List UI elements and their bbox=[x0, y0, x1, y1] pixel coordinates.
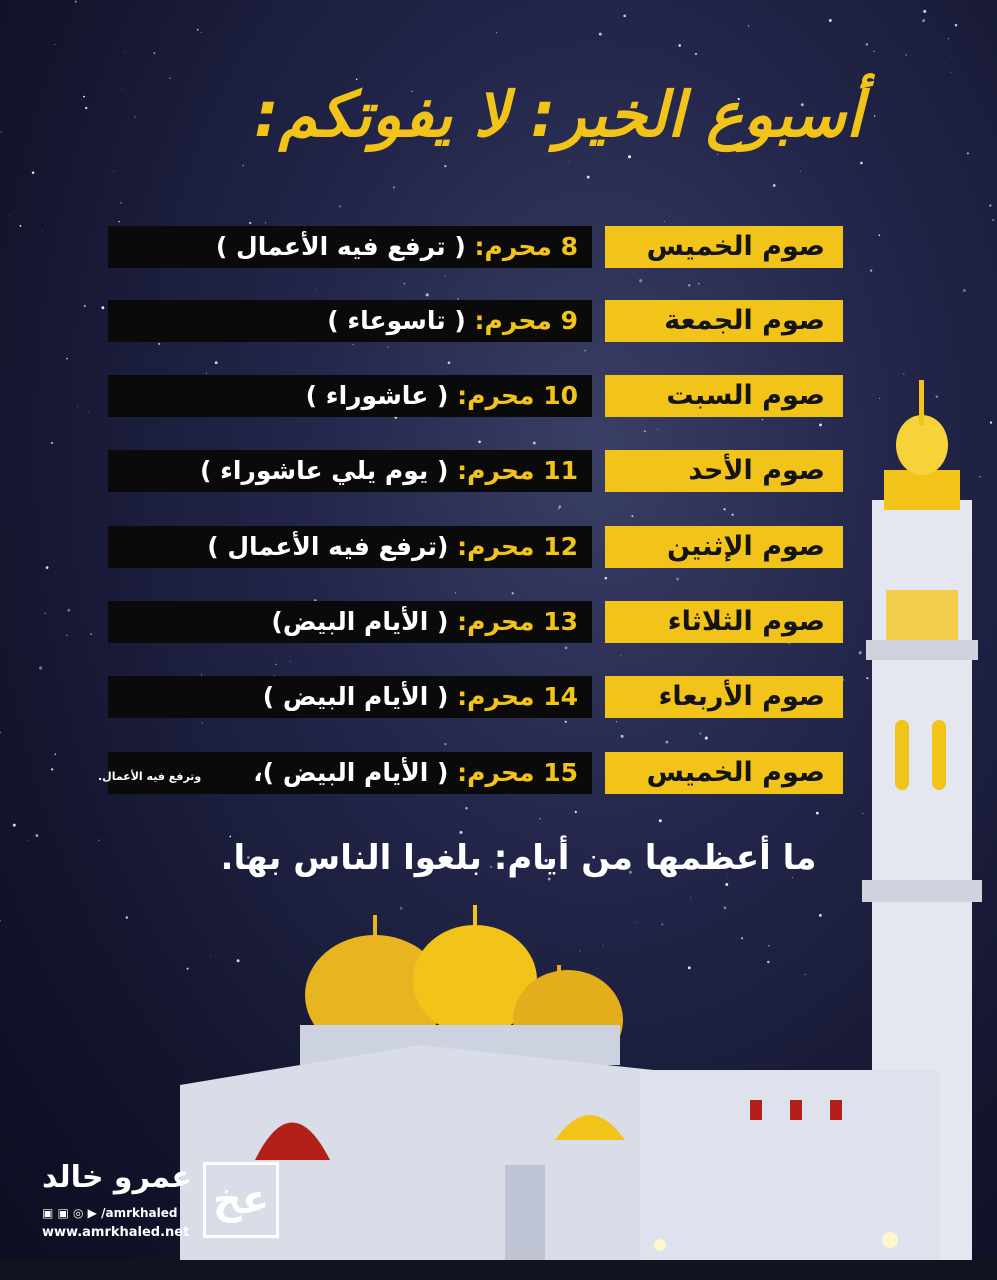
hijri-date: 13 محرم: bbox=[457, 607, 578, 636]
fast-day-label: صوم الثلاثاء bbox=[605, 601, 843, 643]
brand-logo: عخ bbox=[203, 1162, 279, 1238]
schedule-row bbox=[0, 601, 997, 645]
fast-day-label: صوم الجمعة bbox=[605, 300, 843, 342]
fast-day-description bbox=[108, 601, 592, 643]
brand-name: عمرو خالد bbox=[42, 1160, 192, 1195]
closing-quote: ما أعظمها من أيام: بلغوا الناس بها. bbox=[220, 838, 817, 878]
fast-day-description bbox=[108, 526, 592, 568]
occasion-text: ( الأيام البيض )، bbox=[253, 758, 449, 787]
page-title: أسبوع الخير: لا يفوتكم: bbox=[253, 78, 864, 151]
fast-day-description bbox=[108, 375, 592, 417]
fast-day-label: صوم الخميس bbox=[605, 226, 843, 268]
schedule-row bbox=[0, 450, 997, 494]
schedule-row bbox=[0, 300, 997, 344]
fast-day-description bbox=[108, 450, 592, 492]
footnote: وترفع فيه الأعمال. bbox=[98, 770, 202, 783]
occasion-text: ( عاشوراء ) bbox=[305, 381, 449, 410]
fast-day-label: صوم الإثنين bbox=[605, 526, 843, 568]
schedule-row bbox=[0, 226, 997, 270]
fast-day-description bbox=[108, 226, 592, 268]
schedule-row bbox=[0, 526, 997, 570]
fast-day-description bbox=[108, 676, 592, 718]
fast-day-label: صوم الخميس bbox=[605, 752, 843, 794]
hijri-date: 9 محرم: bbox=[474, 306, 578, 335]
fast-day-description bbox=[108, 300, 592, 342]
schedule-row bbox=[0, 375, 997, 419]
occasion-text: ( ترفع فيه الأعمال ) bbox=[215, 232, 466, 261]
fast-day-label: صوم السبت bbox=[605, 375, 843, 417]
occasion-text: ( تاسوعاء ) bbox=[327, 306, 466, 335]
fast-day-label: صوم الأحد bbox=[605, 450, 843, 492]
hijri-date: 8 محرم: bbox=[474, 232, 578, 261]
hijri-date: 10 محرم: bbox=[457, 381, 578, 410]
social-icons: ▣ ▣ ◎ ▶ bbox=[42, 1206, 102, 1220]
occasion-text: ( الأيام البيض) bbox=[271, 607, 449, 636]
fast-day-label: صوم الأربعاء bbox=[605, 676, 843, 718]
occasion-text: ( يوم يلي عاشوراء ) bbox=[200, 456, 449, 485]
hijri-date: 15 محرم: bbox=[457, 758, 578, 787]
occasion-text: (ترفع فيه الأعمال ) bbox=[207, 532, 449, 561]
schedule-row bbox=[0, 676, 997, 720]
hijri-date: 14 محرم: bbox=[457, 682, 578, 711]
hijri-date: 12 محرم: bbox=[457, 532, 578, 561]
social-handle: ▣ ▣ ◎ ▶ /amrkhaled bbox=[42, 1206, 178, 1220]
website-link[interactable]: www.amrkhaled.net bbox=[42, 1225, 190, 1240]
hijri-date: 11 محرم: bbox=[457, 456, 578, 485]
occasion-text: ( الأيام البيض ) bbox=[262, 682, 449, 711]
